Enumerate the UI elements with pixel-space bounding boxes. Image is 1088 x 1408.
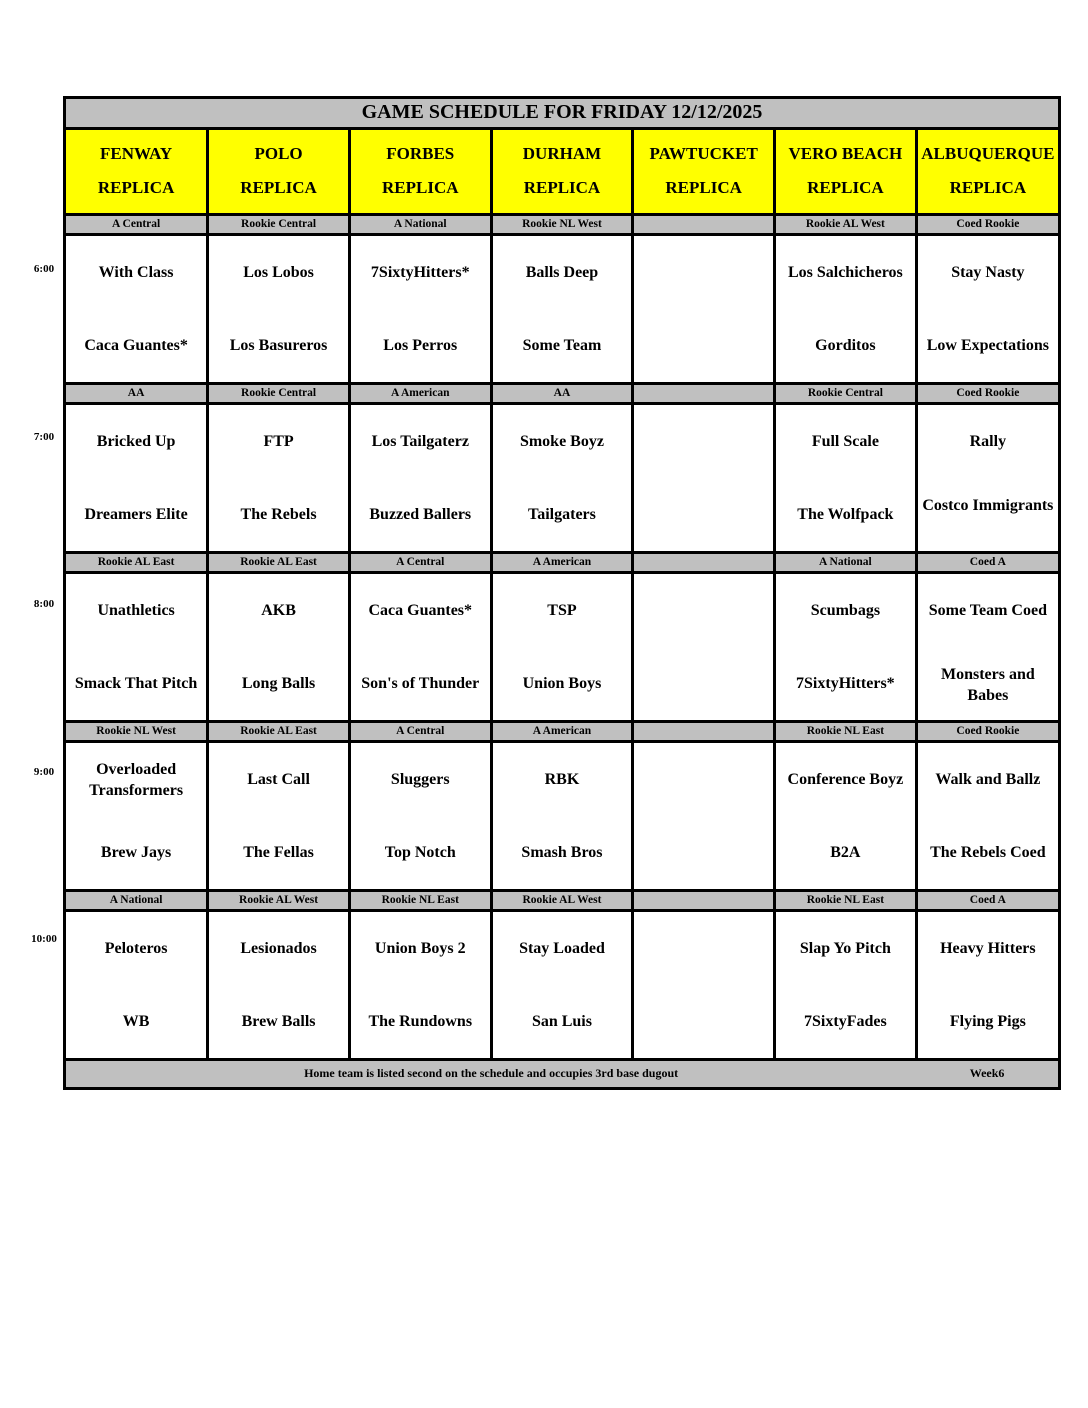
game-row bbox=[66, 741, 1058, 890]
game-cell bbox=[633, 234, 775, 383]
game-cell bbox=[775, 403, 917, 552]
footer-row bbox=[66, 1059, 1058, 1087]
home-team: 7SixtyHitters* bbox=[796, 674, 895, 692]
venue-header bbox=[775, 128, 917, 214]
game-cell bbox=[633, 910, 775, 1059]
venue-subtitle: REPLICA bbox=[665, 178, 742, 197]
division-label: Coed Rookie bbox=[916, 383, 1058, 403]
division-label: Rookie NL West bbox=[66, 721, 208, 741]
game-cell bbox=[775, 572, 917, 721]
venue-subtitle: REPLICA bbox=[240, 178, 317, 197]
venue-subtitle: REPLICA bbox=[523, 178, 601, 197]
division-label: Rookie NL East bbox=[775, 890, 917, 910]
game-cell bbox=[208, 403, 350, 552]
home-team: Brew Jays bbox=[100, 843, 172, 861]
home-team: Top Notch bbox=[384, 843, 456, 861]
game-cell bbox=[208, 741, 350, 890]
home-team: The Rebels bbox=[240, 505, 317, 523]
game-cell bbox=[916, 741, 1058, 890]
away-team: TSP bbox=[547, 601, 577, 619]
home-team: The Rebels Coed bbox=[930, 843, 1046, 861]
game-cell bbox=[916, 403, 1058, 552]
home-team: The Rundowns bbox=[368, 1012, 473, 1030]
division-label bbox=[633, 383, 775, 403]
away-team: Bricked Up bbox=[96, 432, 176, 450]
venue-name: PAWTUCKET bbox=[649, 144, 758, 163]
division-label bbox=[633, 552, 775, 572]
division-label: Rookie NL East bbox=[775, 721, 917, 741]
division-label: Rookie AL East bbox=[208, 552, 350, 572]
schedule-table bbox=[66, 99, 1058, 1087]
division-label: A Central bbox=[349, 721, 491, 741]
home-team: 7SixtyFades bbox=[804, 1012, 887, 1030]
division-label: A Central bbox=[66, 214, 208, 234]
game-cell bbox=[66, 234, 208, 383]
away-team: Los Lobos bbox=[243, 263, 314, 281]
home-team: The Fellas bbox=[243, 843, 314, 861]
game-row bbox=[66, 910, 1058, 1059]
home-team: Gorditos bbox=[815, 336, 876, 354]
venue-header bbox=[491, 128, 633, 214]
away-team: Smoke Boyz bbox=[519, 432, 604, 450]
venue-subtitle: REPLICA bbox=[807, 178, 884, 197]
game-cell bbox=[633, 403, 775, 552]
division-label: AA bbox=[66, 383, 208, 403]
division-label: Rookie Central bbox=[775, 383, 917, 403]
division-label: Rookie Central bbox=[208, 214, 350, 234]
away-team bbox=[634, 912, 773, 985]
game-cell bbox=[349, 572, 491, 721]
division-label: Coed A bbox=[916, 890, 1058, 910]
venue-header bbox=[633, 128, 775, 214]
home-team bbox=[634, 985, 773, 1058]
away-team bbox=[634, 405, 773, 478]
game-cell bbox=[66, 403, 208, 552]
time-label: 10:00 bbox=[31, 933, 57, 945]
game-cell bbox=[775, 741, 917, 890]
home-team: Low Expectations bbox=[926, 336, 1049, 354]
division-row bbox=[66, 214, 1058, 234]
time-label: 7:00 bbox=[33, 430, 55, 443]
division-label: A Central bbox=[349, 552, 491, 572]
division-label: Rookie AL West bbox=[491, 890, 633, 910]
division-label bbox=[633, 721, 775, 741]
away-team: Walk and Ballz bbox=[935, 770, 1041, 788]
venue-name: VERO BEACH bbox=[788, 144, 903, 163]
away-team: Balls Deep bbox=[525, 263, 599, 281]
away-team: Slap Yo Pitch bbox=[799, 939, 891, 957]
away-team: Overloaded Transformers bbox=[89, 760, 184, 799]
home-team: Los Basureros bbox=[229, 336, 328, 354]
home-team: Dreamers Elite bbox=[84, 505, 188, 523]
away-team: Caca Guantes* bbox=[368, 601, 473, 619]
venue-name: FENWAY bbox=[100, 144, 173, 163]
away-team: Scumbags bbox=[810, 601, 881, 619]
division-row bbox=[66, 890, 1058, 910]
away-team: With Class bbox=[98, 263, 174, 281]
venue-subtitle: REPLICA bbox=[382, 178, 459, 197]
game-cell bbox=[633, 572, 775, 721]
game-cell bbox=[491, 741, 633, 890]
division-label: Rookie AL East bbox=[208, 721, 350, 741]
home-team: Brew Balls bbox=[241, 1012, 316, 1030]
home-team: WB bbox=[122, 1012, 150, 1030]
home-team bbox=[634, 816, 773, 889]
game-cell bbox=[349, 403, 491, 552]
home-team: The Wolfpack bbox=[797, 505, 894, 523]
venue-header bbox=[66, 128, 208, 214]
away-team: Full Scale bbox=[811, 432, 879, 450]
away-team: Sluggers bbox=[390, 770, 450, 788]
away-team: Los Salchicheros bbox=[787, 263, 903, 281]
game-cell bbox=[491, 572, 633, 721]
schedule-sheet bbox=[63, 96, 1061, 1090]
away-team: AKB bbox=[261, 601, 296, 619]
home-team: B2A bbox=[830, 843, 861, 861]
division-label: A National bbox=[775, 552, 917, 572]
home-team: Caca Guantes* bbox=[84, 336, 188, 354]
game-cell bbox=[775, 234, 917, 383]
division-label: Rookie AL West bbox=[208, 890, 350, 910]
game-cell bbox=[66, 741, 208, 890]
home-team: Smash Bros bbox=[521, 843, 603, 861]
home-team: Buzzed Ballers bbox=[369, 505, 472, 523]
game-row bbox=[66, 234, 1058, 383]
division-label: A American bbox=[491, 552, 633, 572]
home-team: Los Perros bbox=[383, 336, 458, 354]
game-cell bbox=[916, 910, 1058, 1059]
away-team: Last Call bbox=[247, 770, 310, 788]
away-team: Lesionados bbox=[240, 939, 317, 957]
game-row bbox=[66, 572, 1058, 721]
away-team: Stay Loaded bbox=[519, 939, 605, 957]
home-team: Monsters and Babes bbox=[940, 665, 1035, 704]
away-team bbox=[634, 574, 773, 647]
game-cell bbox=[491, 403, 633, 552]
venue-name: DURHAM bbox=[522, 144, 602, 163]
division-label: Coed A bbox=[916, 552, 1058, 572]
away-team: Unathletics bbox=[97, 601, 175, 619]
venue-name: ALBUQUERQUE bbox=[921, 144, 1055, 163]
game-cell bbox=[916, 234, 1058, 383]
home-team: Union Boys bbox=[522, 674, 602, 692]
away-team: Heavy Hitters bbox=[940, 939, 1036, 957]
time-label: 9:00 bbox=[33, 765, 55, 778]
division-label: A National bbox=[66, 890, 208, 910]
home-team: Some Team bbox=[522, 336, 602, 354]
home-team bbox=[634, 478, 773, 551]
away-team: Peloteros bbox=[104, 939, 168, 957]
game-cell bbox=[491, 910, 633, 1059]
schedule-title: GAME SCHEDULE FOR FRIDAY 12/12/2025 bbox=[66, 99, 1058, 128]
away-team: Some Team Coed bbox=[928, 601, 1047, 619]
home-team: San Luis bbox=[531, 1012, 592, 1030]
division-label: Coed Rookie bbox=[916, 721, 1058, 741]
game-cell bbox=[208, 234, 350, 383]
division-label: Rookie Central bbox=[208, 383, 350, 403]
game-cell bbox=[349, 910, 491, 1059]
home-team bbox=[634, 647, 773, 720]
venue-name: POLO bbox=[254, 144, 303, 163]
venue-row bbox=[66, 128, 1058, 214]
division-label: Rookie NL West bbox=[491, 214, 633, 234]
division-label bbox=[633, 890, 775, 910]
home-team: Long Balls bbox=[241, 674, 316, 692]
game-cell bbox=[349, 741, 491, 890]
division-label: Rookie AL East bbox=[66, 552, 208, 572]
game-cell bbox=[349, 234, 491, 383]
division-label: AA bbox=[491, 383, 633, 403]
division-label: A American bbox=[349, 383, 491, 403]
away-team bbox=[634, 236, 773, 309]
home-team: Flying Pigs bbox=[949, 1012, 1026, 1030]
division-label: Coed Rookie bbox=[916, 214, 1058, 234]
game-cell bbox=[633, 741, 775, 890]
game-row bbox=[66, 403, 1058, 552]
time-label: 8:00 bbox=[33, 598, 55, 610]
division-label: Rookie NL East bbox=[349, 890, 491, 910]
venue-subtitle: REPLICA bbox=[97, 178, 175, 197]
home-team: Son's of Thunder bbox=[361, 674, 480, 692]
away-team: Conference Boyz bbox=[787, 770, 904, 788]
division-label: A American bbox=[491, 721, 633, 741]
home-team: Tailgaters bbox=[528, 505, 596, 523]
division-label: Rookie AL West bbox=[775, 214, 917, 234]
away-team: 7SixtyHitters* bbox=[370, 263, 470, 281]
home-team: Smack That Pitch bbox=[74, 674, 198, 692]
game-cell bbox=[775, 910, 917, 1059]
venue-subtitle: REPLICA bbox=[949, 178, 1027, 197]
away-team: FTP bbox=[263, 432, 294, 450]
division-row bbox=[66, 552, 1058, 572]
game-cell bbox=[916, 572, 1058, 721]
home-team bbox=[634, 309, 773, 382]
venue-header bbox=[916, 128, 1058, 214]
away-team: Union Boys 2 bbox=[374, 939, 466, 957]
away-team: Los Tailgaterz bbox=[371, 432, 469, 450]
game-cell bbox=[66, 572, 208, 721]
week-label: Week6 bbox=[916, 1059, 1058, 1087]
home-team: Costco Immigrants bbox=[922, 496, 1054, 514]
away-team: Rally bbox=[969, 432, 1007, 450]
title-row bbox=[66, 99, 1058, 128]
away-team: Stay Nasty bbox=[951, 263, 1025, 281]
game-cell bbox=[208, 910, 350, 1059]
away-team: RBK bbox=[544, 770, 580, 788]
game-cell bbox=[208, 572, 350, 721]
division-row bbox=[66, 721, 1058, 741]
time-label: 6:00 bbox=[33, 263, 55, 275]
division-label: A National bbox=[349, 214, 491, 234]
game-cell bbox=[66, 910, 208, 1059]
venue-name: FORBES bbox=[386, 144, 455, 163]
venue-header bbox=[208, 128, 350, 214]
game-cell bbox=[491, 234, 633, 383]
venue-header bbox=[349, 128, 491, 214]
division-row bbox=[66, 383, 1058, 403]
footer-note: Home team is listed second on the schedule and occupies 3rd base dugout bbox=[66, 1059, 916, 1087]
division-label bbox=[633, 214, 775, 234]
away-team bbox=[634, 743, 773, 816]
